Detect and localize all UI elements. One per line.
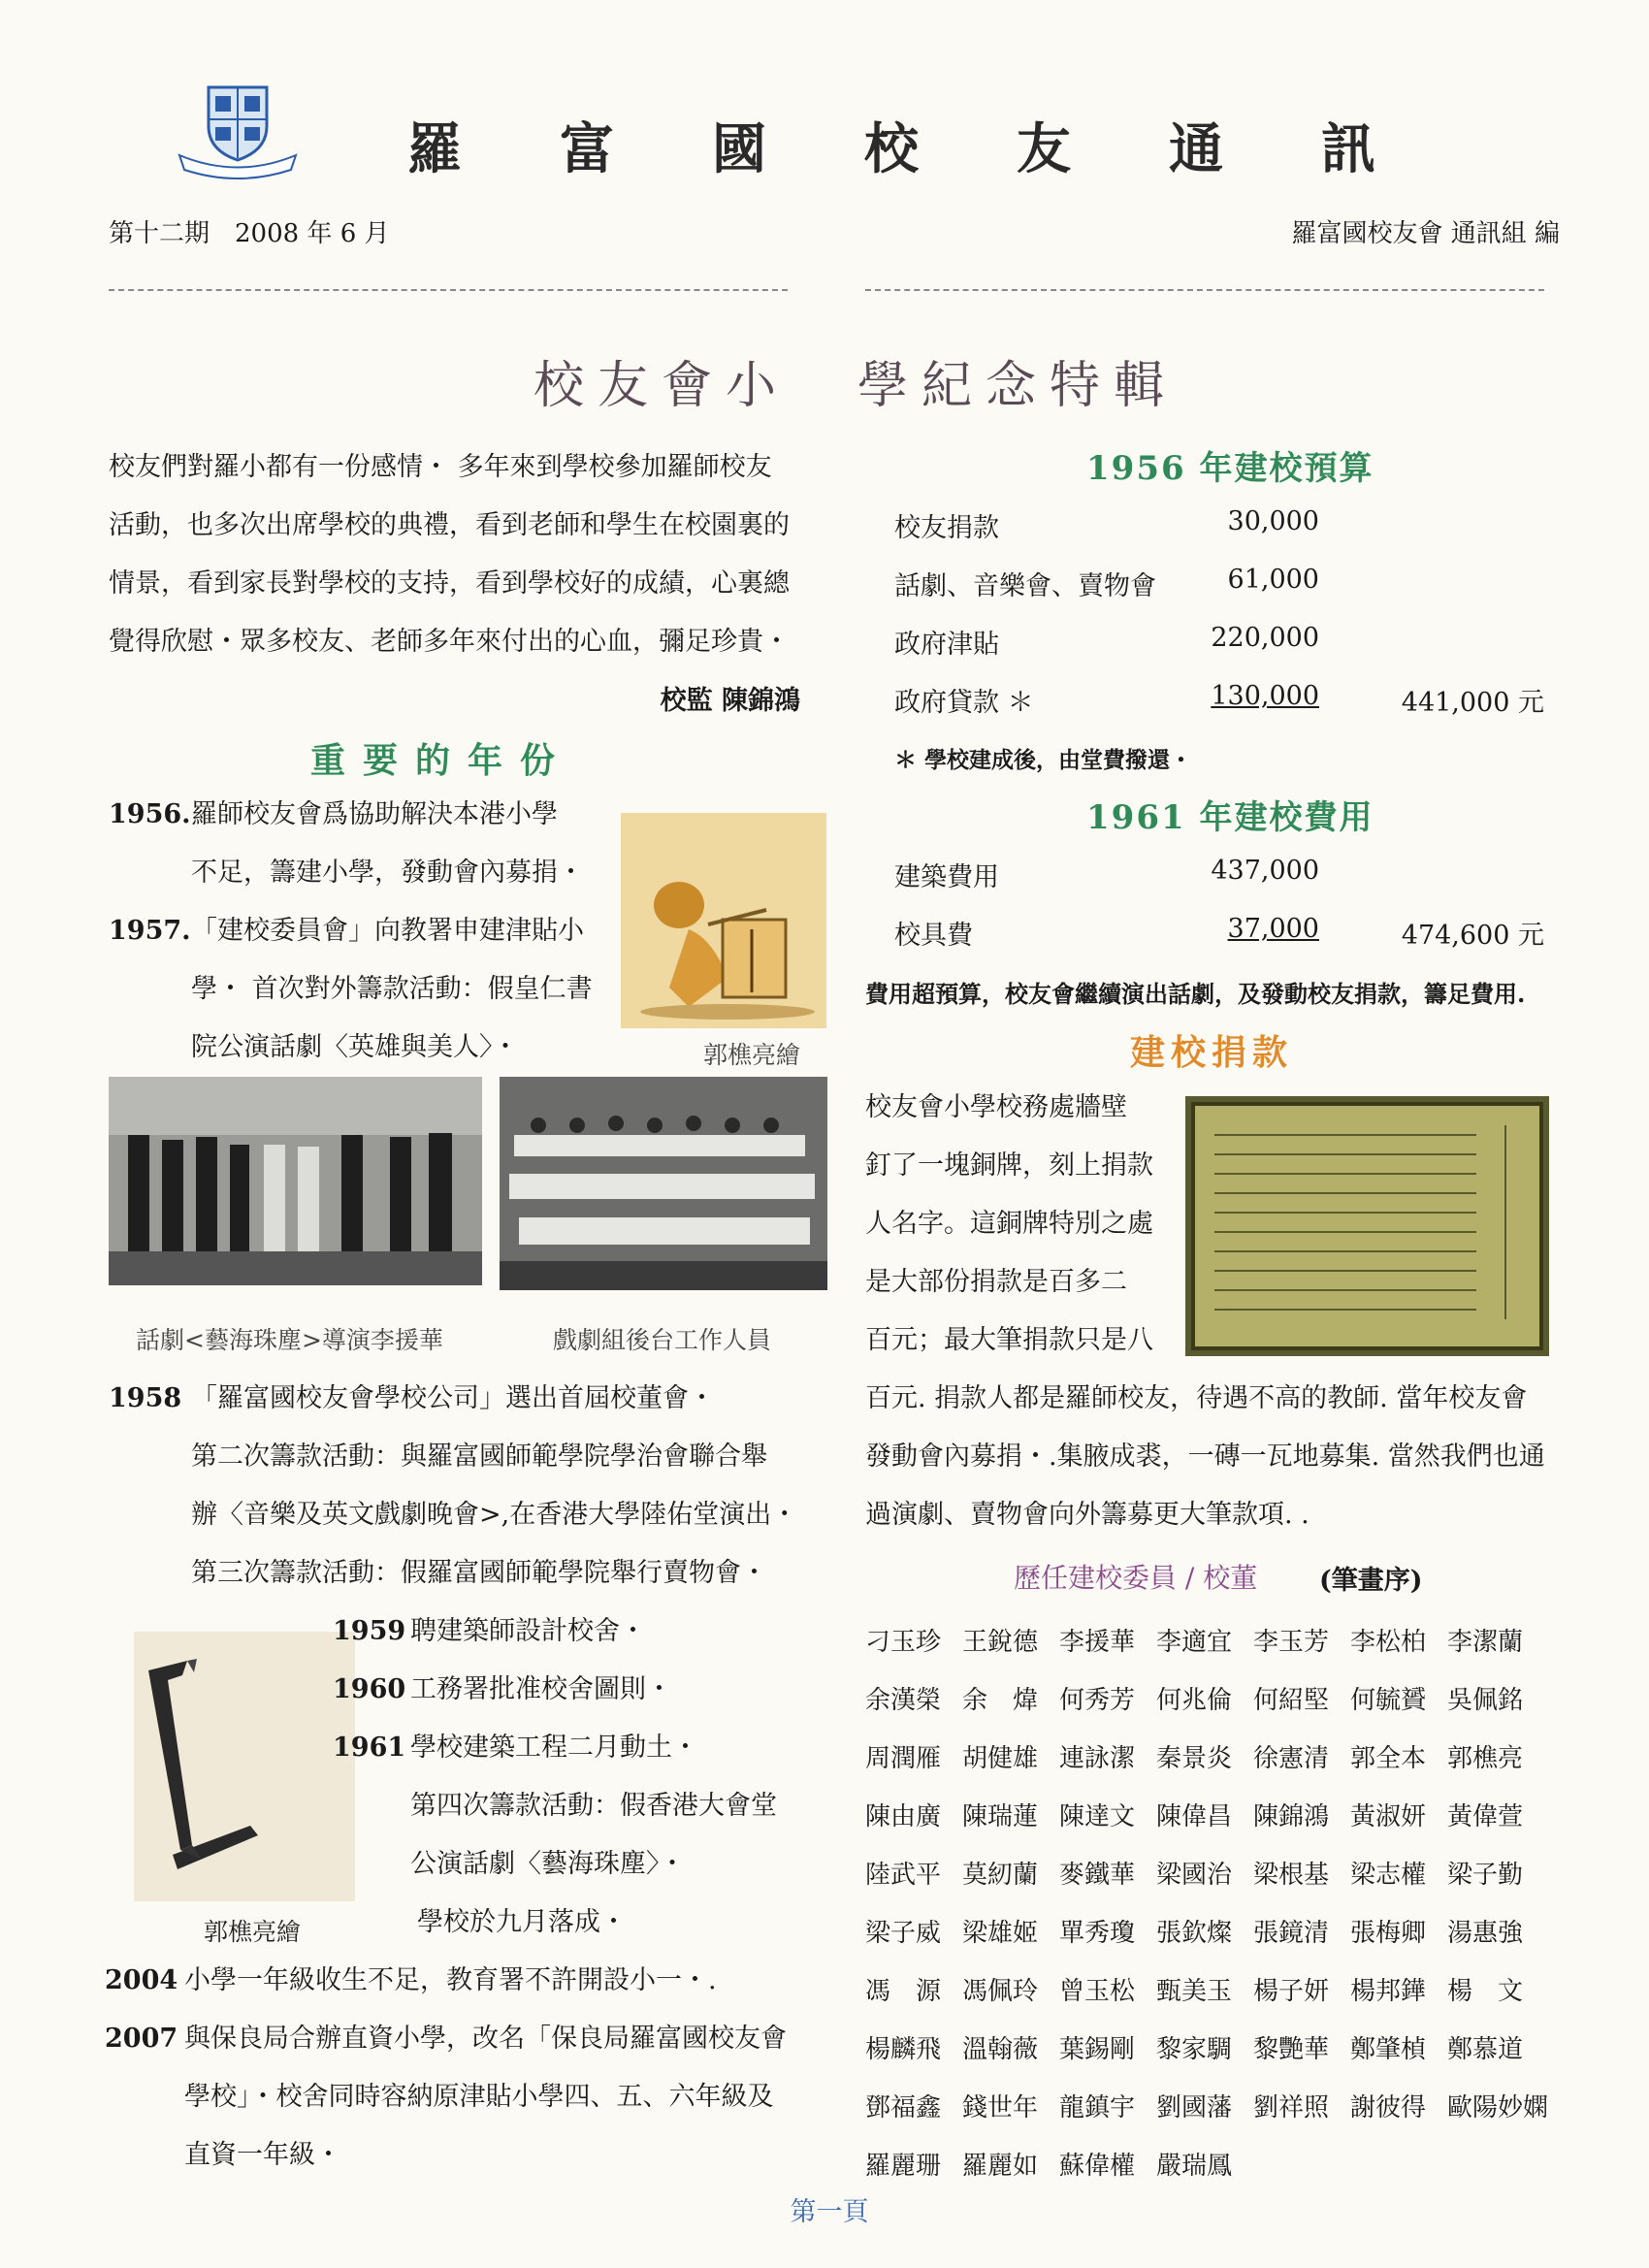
committee-name: 李玉芳 [1253,1627,1330,1657]
donation-long-line: 百元. 捐款人都是羅師校友，待遇不高的教師. 當年校友會 [865,1383,1528,1413]
bronze-plaque-photo [1185,1096,1549,1356]
special-title-part1: 校友會小 [534,357,791,415]
year-label: 1961 [333,1733,406,1763]
year-text: 羅師校友會爲協助解決本港小學 [191,799,558,829]
masthead-char: 校 [864,117,921,181]
committee-name: 葉錫剛 [1059,2034,1136,2064]
committee-row [865,1843,1564,1901]
year-2007-line1 [105,2010,787,2068]
committee-row [865,2134,1564,2192]
committee-name: 梁國治 [1156,1860,1233,1890]
budget-1956-title: 1956 年建校預算 [1086,449,1374,488]
cost-row-label: 校具費 [894,921,973,951]
cost-row-label: 建築費用 [894,862,999,892]
committee-name: 何毓贇 [1350,1685,1427,1715]
cost-total: 474,600 元 [1401,921,1544,951]
year-label: 1957. [109,916,191,946]
committee-row [865,1960,1564,2018]
sketch2-caption: 郭樵亮繪 [204,1918,302,1946]
principal-signature: 校監 陳錦鴻 [660,686,800,716]
year-label: 2004 [105,1965,178,1995]
photo2-caption: 戲劇組後台工作人員 [553,1326,772,1354]
drama-cast-photo [109,1077,482,1285]
committee-name: 陳錦鴻 [1253,1801,1330,1831]
sketch-tool-image [134,1632,355,1901]
year-text: 「建校委員會」向教署申建津貼小 [191,916,584,946]
intro-line: 情景，看到家長對學校的支持，看到學校好的成績，心裏總 [109,568,790,599]
donation-line: 人名字。這銅牌特別之處 [865,1209,1153,1239]
committee-name: 甄美玉 [1156,1976,1233,2006]
committee-name: 馮佩玲 [962,1976,1039,2006]
committee-name: 張梅卿 [1350,1918,1427,1948]
year-text: 工務署批准校舍圖則・ [410,1674,672,1704]
committee-name: 何秀芳 [1059,1685,1136,1715]
committee-name: 溫翰薇 [962,2034,1039,2064]
year-1961-line3: 公演話劇〈藝海珠塵〉・ [410,1849,686,1879]
page-number: 第一頁 [790,2197,869,2227]
committee-row [865,1901,1564,1960]
intro-line: 校友們對羅小都有一份感情・ 多年來到學校參加羅師校友 [109,452,772,482]
committee-row [865,2076,1564,2134]
committee-name: 梁子威 [865,1918,942,1948]
sketch-tool-drawing [134,1632,355,1901]
issue-info: 第十二期 2008 年 6 月 [109,219,390,248]
budget-note: ＊ 學校建成後，由堂費撥還・ [894,747,1193,773]
committee-name: 羅麗如 [962,2151,1039,2181]
committee-name: 刁玉珍 [865,1627,942,1657]
sketch-child-image [621,813,826,1028]
divider-right [865,289,1544,291]
year-1961-line1 [333,1719,698,1777]
committee-name: 鄭肇楨 [1350,2034,1427,2064]
committee-name: 謝彼得 [1350,2092,1427,2122]
budget-total: 441,000 元 [1401,688,1544,718]
committee-row [865,1785,1564,1843]
committee-name: 龍鎮宇 [1059,2092,1136,2122]
committee-name: 黃淑妍 [1350,1801,1427,1831]
committee-name: 周潤雁 [865,1743,942,1773]
committee-name: 梁根基 [1253,1860,1330,1890]
year-1956-line1 [109,786,558,844]
committee-name: 楊邦鏵 [1350,1976,1427,2006]
committee-name: 張鏡清 [1253,1918,1330,1948]
year-label: 1959 [333,1616,406,1646]
committee-name: 陳瑞蓮 [962,1801,1039,1831]
committee-name: 郭樵亮 [1447,1743,1524,1773]
committee-name: 余漢榮 [865,1685,942,1715]
committee-name: 余 煒 [962,1685,1039,1715]
committee-name: 李援華 [1059,1627,1136,1657]
intro-paragraph [109,438,807,671]
committee-order-note: (筆畫序) [1319,1566,1423,1596]
committee-name: 鄧福鑫 [865,2092,942,2122]
special-title-part2: 學紀念特輯 [857,357,1179,415]
committee-title: 歷任建校委員 / 校董 [1014,1562,1258,1594]
committee-name: 陳達文 [1059,1801,1136,1831]
intro-line: 覺得欣慰・眾多校友、老師多年來付出的心血，彌足珍貴・ [109,627,790,657]
photo1-caption: 話劇<藝海珠塵>導演李援華 [136,1326,443,1354]
masthead-char: 通 [1169,117,1225,181]
committee-name: 麥鐵華 [1059,1860,1136,1890]
masthead-char: 國 [712,117,768,181]
year-1956-line2: 不足，籌建小學，發動會內募捐・ [191,858,584,888]
cost-note: 費用超預算，校友會繼續演出話劇，及發動校友捐款，籌足費用. [865,980,1526,1008]
committee-name: 黎家騆 [1156,2034,1233,2064]
year-1958-line1 [109,1370,715,1428]
cost-1961-title: 1961 年建校費用 [1086,798,1374,837]
committee-name: 歐陽妙嫻 [1447,2092,1549,2122]
committee-name: 劉國藩 [1156,2092,1233,2122]
year-1961-line4: 學校於九月落成・ [417,1907,627,1937]
year-1957-line1 [109,902,584,960]
budget-row-amount: 220,000 [1211,623,1319,653]
school-crest-logo [175,82,301,179]
budget-row-amount: 61,000 [1227,565,1319,595]
budget-row-label: 話劇、音樂會、賣物會 [894,571,1156,601]
masthead-char: 羅 [407,117,464,181]
year-text: 小學一年級收生不足，教育署不許開設小一・. [184,1965,717,1995]
masthead-title [407,107,1377,184]
year-label: 1960 [333,1674,406,1704]
committee-names [865,1610,1564,2192]
committee-name: 徐憲清 [1253,1743,1330,1773]
cost-row-amount: 37,000 [1227,914,1319,944]
years-heading: 重要的年份 [310,740,573,781]
masthead-char: 訊 [1321,117,1377,181]
year-1958-line2: 第二次籌款活動：與羅富國師範學院學治會聯合舉 [191,1442,767,1472]
divider-left [109,289,788,291]
year-label: 2007 [105,2024,178,2054]
year-text: 學校建築工程二月動土・ [410,1733,698,1763]
donation-line: 是大部份捐款是百多二 [865,1267,1127,1297]
committee-name: 胡健雄 [962,1743,1039,1773]
budget-row-label: 政府津貼 [894,630,999,660]
budget-row-amount: 30,000 [1227,506,1319,536]
donation-line: 百元；最大筆捐款只是八 [865,1325,1153,1355]
year-1958-line4: 第三次籌款活動：假羅富國師範學院舉行賣物會・ [191,1558,767,1588]
budget-row-label: 政府貸款 ＊ [894,688,1034,718]
year-2007-line2: 學校」・校舍同時容納原津貼小學四、五、六年級及 [184,2082,774,2112]
year-1961-line2: 第四次籌款活動：假香港大會堂 [410,1791,777,1821]
committee-name: 蘇偉權 [1059,2151,1136,2181]
sketch-caption: 郭樵亮繪 [703,1041,801,1069]
committee-name: 黃偉萱 [1447,1801,1524,1831]
committee-name: 陳由廣 [865,1801,942,1831]
committee-name: 梁雄姬 [962,1918,1039,1948]
intro-line: 活動，也多次出席學校的典禮，看到老師和學生在校園裏的 [109,510,790,540]
backstage-crew-photo [500,1077,827,1290]
committee-name: 梁子勤 [1447,1860,1524,1890]
year-label: 1956. [109,799,191,829]
donation-long-line: 發動會內募捐・.集腋成裘，一磚一瓦地募集. 當然我們也通 [865,1442,1545,1472]
committee-name: 張欽燦 [1156,1918,1233,1948]
year-text: 「羅富國校友會學校公司」選出首屆校董會・ [191,1383,715,1413]
committee-name: 劉祥照 [1253,2092,1330,2122]
committee-name: 羅麗珊 [865,2151,942,2181]
committee-name: 黎艷華 [1253,2034,1330,2064]
committee-name: 何紹堅 [1253,1685,1330,1715]
committee-name: 錢世年 [962,2092,1039,2122]
committee-name: 何兆倫 [1156,1685,1233,1715]
committee-name: 楊 文 [1447,1976,1524,2006]
masthead-char: 友 [1017,117,1073,181]
committee-name: 湯惠強 [1447,1918,1524,1948]
committee-name: 馮 源 [865,1976,942,2006]
bronze-plaque-drawing [1185,1096,1549,1356]
year-2007-line3: 直資一年級・ [184,2140,341,2170]
year-1958-line3: 辦〈音樂及英文戲劇晚會>,在香港大學陸佑堂演出・ [191,1500,798,1530]
committee-name: 王銳德 [962,1627,1039,1657]
committee-name: 鄭慕道 [1447,2034,1524,2064]
sketch-child-drawing [621,813,826,1028]
donation-line: 校友會小學校務處牆壁 [865,1092,1127,1122]
year-1957-line3: 院公演話劇〈英雄與美人〉・ [191,1032,519,1062]
committee-name: 秦景炎 [1156,1743,1233,1773]
committee-name: 連詠潔 [1059,1743,1136,1773]
committee-name: 陸武平 [865,1860,942,1890]
committee-name: 吳佩銘 [1447,1685,1524,1715]
committee-name: 莫紉蘭 [962,1860,1039,1890]
budget-row-amount: 130,000 [1211,681,1319,711]
committee-name: 陳偉昌 [1156,1801,1233,1831]
year-1957-line2: 學・ 首次對外籌款活動：假皇仁書 [191,974,593,1004]
committee-name: 郭全本 [1350,1743,1427,1773]
committee-row [865,1727,1564,1785]
year-1959 [333,1603,646,1661]
committee-name: 李適宜 [1156,1627,1233,1657]
committee-name: 李潔蘭 [1447,1627,1524,1657]
cost-row-amount: 437,000 [1211,856,1319,886]
committee-name: 楊子妍 [1253,1976,1330,2006]
year-text: 聘建築師設計校舍・ [410,1616,646,1646]
editor-credit: 羅富國校友會 通訊組 編 [1291,219,1560,248]
donation-title: 建校捐款 [1130,1032,1294,1073]
year-text: 與保良局合辦直資小學，改名「保良局羅富國校友會 [184,2024,787,2054]
committee-name: 梁志權 [1350,1860,1427,1890]
committee-row [865,1610,1564,1669]
special-title [534,344,1245,417]
donation-long-line: 過演劇、賣物會向外籌募更大筆款項. . [865,1500,1310,1530]
committee-name: 曾玉松 [1059,1976,1136,2006]
backstage-crew-drawing [500,1077,827,1290]
year-1960 [333,1661,672,1719]
committee-row [865,2018,1564,2076]
budget-row-label: 校友捐款 [894,513,999,543]
year-2004 [105,1952,717,2010]
drama-cast-drawing [109,1077,482,1285]
committee-name: 李松柏 [1350,1627,1427,1657]
year-label: 1958 [109,1383,182,1413]
committee-name: 單秀瓊 [1059,1918,1136,1948]
committee-name: 楊麟飛 [865,2034,942,2064]
committee-row [865,1669,1564,1727]
committee-name: 嚴瑞鳳 [1156,2151,1233,2181]
masthead-char: 富 [560,117,616,181]
donation-line: 釘了一塊銅牌，刻上捐款 [865,1150,1153,1181]
